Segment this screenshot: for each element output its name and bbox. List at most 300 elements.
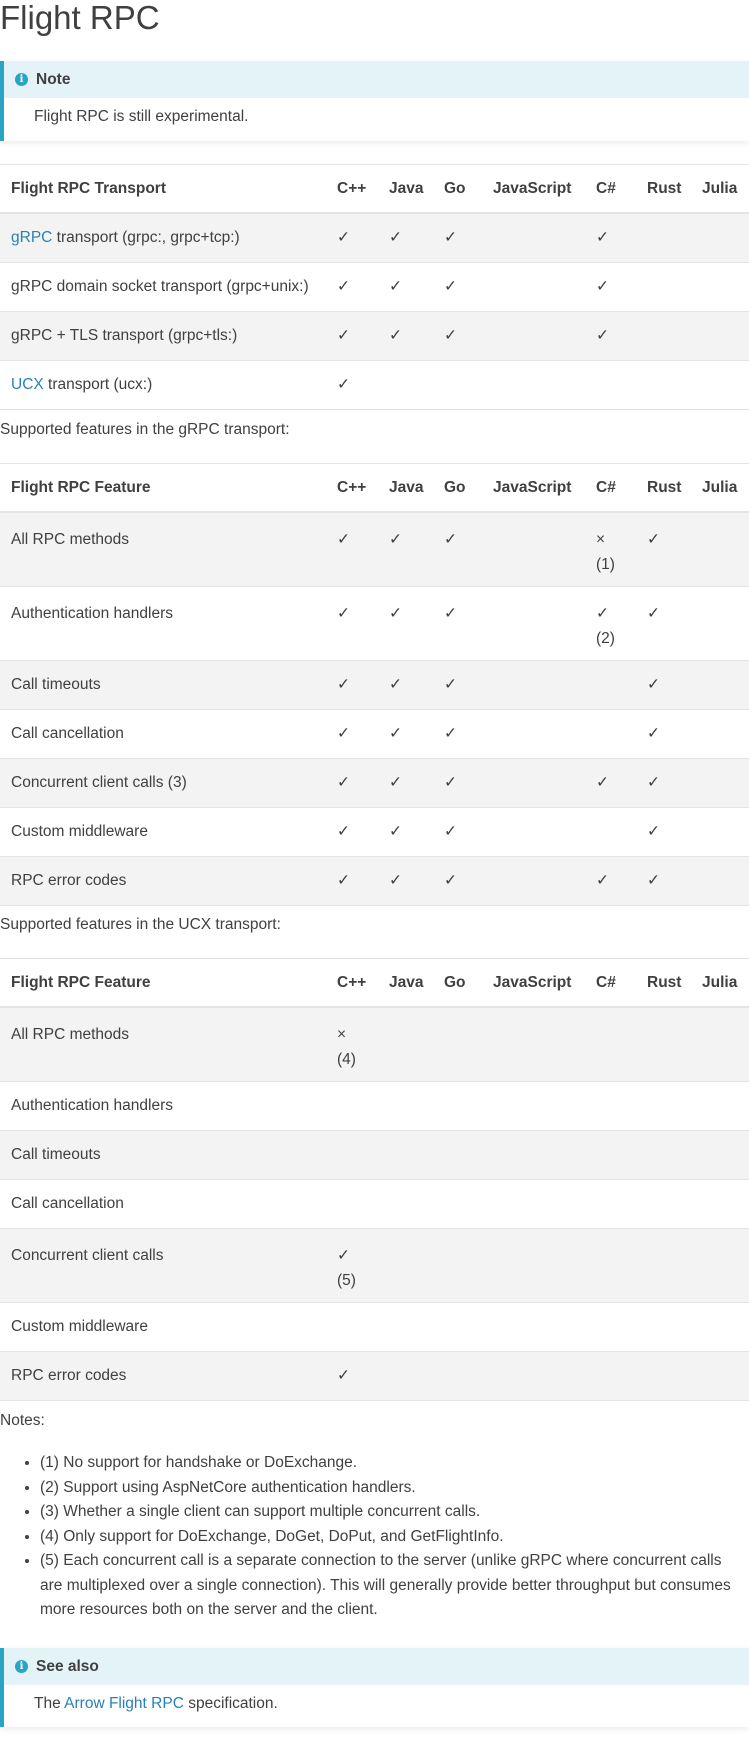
support-cell	[482, 312, 585, 361]
transport-name-cell	[0, 213, 326, 263]
footnote-ref: (5)	[337, 1272, 356, 1289]
support-value	[596, 759, 636, 807]
support-cell	[636, 263, 691, 312]
column-header: Go	[444, 974, 466, 991]
support-mark: ✓	[647, 605, 660, 622]
support-mark: ✓	[596, 774, 609, 791]
support-mark: ✓	[444, 676, 457, 693]
support-cell	[326, 1082, 378, 1131]
support-cell	[378, 1131, 433, 1180]
support-value	[596, 857, 636, 905]
support-mark: ✓	[596, 605, 609, 622]
support-value	[389, 601, 433, 626]
support-cell	[378, 361, 433, 410]
support-mark: ✓	[444, 531, 457, 548]
feature-name-cell	[0, 1007, 326, 1082]
support-mark: ✓	[389, 531, 402, 548]
support-cell	[585, 661, 636, 710]
support-cell	[636, 1303, 691, 1352]
support-cell	[482, 1229, 585, 1303]
support-cell	[482, 1082, 585, 1131]
support-mark: ✓	[337, 531, 350, 548]
info-icon: i	[15, 1660, 28, 1673]
support-cell	[482, 1303, 585, 1352]
column-header: C++	[337, 974, 367, 991]
support-cell	[433, 1131, 482, 1180]
table-row	[0, 587, 749, 661]
support-cell	[636, 1229, 691, 1303]
support-cell	[378, 1007, 433, 1082]
support-cell	[691, 1131, 749, 1180]
support-mark: ✓	[444, 725, 457, 742]
column-header: C++	[337, 479, 367, 496]
support-cell	[585, 857, 636, 906]
support-cell	[585, 710, 636, 759]
support-cell	[482, 1007, 585, 1082]
support-cell: ✓	[389, 278, 402, 295]
support-cell	[691, 213, 749, 263]
support-cell	[585, 512, 636, 587]
support-cell	[326, 1131, 378, 1180]
support-cell	[691, 263, 749, 312]
support-cell	[636, 759, 691, 808]
feature-name: Authentication handlers	[11, 605, 174, 622]
table-row	[0, 361, 749, 410]
support-cell: ✓	[337, 229, 350, 246]
support-value	[444, 808, 482, 856]
support-cell	[691, 759, 749, 808]
see-also-title-bar	[0, 1648, 749, 1685]
support-cell	[585, 1131, 636, 1180]
support-cell	[482, 710, 585, 759]
feature-name: Concurrent client calls (3)	[11, 774, 187, 791]
support-cell	[482, 361, 585, 410]
support-cell	[691, 361, 749, 410]
support-cell	[691, 1229, 749, 1303]
feature-name-cell	[0, 512, 326, 587]
support-mark: ×	[596, 531, 606, 548]
see-also-title: See also	[36, 1658, 99, 1675]
support-cell	[433, 808, 482, 857]
support-value	[389, 710, 433, 758]
table-row	[0, 1352, 749, 1401]
support-cell	[636, 587, 691, 661]
support-cell	[691, 857, 749, 906]
arrow-flight-rpc-link[interactable]: Arrow Flight RPC	[64, 1695, 184, 1712]
support-cell	[326, 1303, 378, 1352]
support-cell	[585, 1007, 636, 1082]
support-cell	[636, 1180, 691, 1229]
table-row	[0, 263, 749, 312]
support-value	[389, 857, 433, 905]
support-cell	[691, 512, 749, 587]
column-header: Go	[444, 180, 466, 197]
ucx-table-body	[0, 1007, 749, 1401]
support-cell	[636, 512, 691, 587]
ucx-features-table	[0, 958, 749, 1401]
support-value	[389, 808, 433, 856]
feature-name-cell	[0, 1082, 326, 1131]
column-header: JavaScript	[493, 974, 572, 991]
support-cell	[378, 710, 433, 759]
support-cell	[326, 512, 378, 587]
table-row	[0, 1082, 749, 1131]
see-also-prefix: The	[34, 1695, 65, 1712]
feature-name-cell	[0, 587, 326, 661]
support-cell	[585, 1229, 636, 1303]
support-cell	[482, 1131, 585, 1180]
support-cell	[585, 1082, 636, 1131]
support-cell	[433, 1303, 482, 1352]
column-header: Java	[389, 974, 424, 991]
support-cell	[433, 759, 482, 808]
grpc-intro: Supported features in the gRPC transport:	[0, 421, 290, 438]
note-text: Flight RPC is still experimental.	[34, 108, 249, 125]
support-cell	[433, 1007, 482, 1082]
support-cell	[636, 661, 691, 710]
column-header: C++	[337, 180, 367, 197]
support-cell	[691, 710, 749, 759]
support-mark: ✓	[596, 872, 609, 889]
support-mark: ✓	[444, 774, 457, 791]
transport-link[interactable]: UCX	[11, 376, 44, 393]
feature-name-cell	[0, 710, 326, 759]
support-mark: ✓	[647, 676, 660, 693]
see-also-body	[0, 1685, 749, 1727]
column-header: Go	[444, 479, 466, 496]
support-cell: ✓	[444, 278, 457, 295]
support-value	[389, 661, 433, 709]
support-mark: ✓	[389, 725, 402, 742]
feature-name-cell	[0, 1229, 326, 1303]
support-mark: ✓	[647, 774, 660, 791]
support-cell	[691, 1007, 749, 1082]
column-header: Julia	[702, 479, 738, 496]
feature-name: Call cancellation	[11, 725, 124, 742]
table-row	[0, 1131, 749, 1180]
support-cell	[326, 759, 378, 808]
support-cell	[585, 1180, 636, 1229]
feature-name: RPC error codes	[11, 872, 127, 889]
feature-name: Concurrent client calls	[11, 1247, 164, 1264]
support-value	[444, 527, 482, 552]
support-cell	[482, 857, 585, 906]
support-cell	[378, 661, 433, 710]
support-cell: ✓	[444, 327, 457, 344]
support-value	[596, 601, 636, 651]
support-value	[647, 808, 691, 856]
support-cell	[433, 661, 482, 710]
transport-table	[0, 164, 749, 410]
transport-name: gRPC domain socket transport (grpc+unix:)	[11, 278, 309, 295]
support-cell	[378, 1303, 433, 1352]
support-cell	[691, 1303, 749, 1352]
transport-name: transport (grpc:, grpc+tcp:)	[52, 229, 240, 246]
support-cell	[636, 312, 691, 361]
support-cell	[636, 857, 691, 906]
support-cell: ✓	[444, 229, 457, 246]
support-cell	[378, 1229, 433, 1303]
support-cell	[585, 587, 636, 661]
table-row	[0, 759, 749, 808]
support-cell	[326, 1352, 378, 1401]
support-cell	[326, 661, 378, 710]
support-cell	[433, 1229, 482, 1303]
column-header: C#	[596, 479, 616, 496]
support-value	[596, 527, 636, 577]
list-item: • (5) Each concurrent call is a separate connection to the server (unlike gRPC where concurrent calls are multiplexed over a single connection). This will generally provide better throughput but consumes more resources both on the server and the client.	[40, 1549, 740, 1623]
support-value	[647, 710, 691, 758]
support-cell	[636, 1007, 691, 1082]
column-header: Julia	[702, 180, 738, 197]
grpc-table-header	[0, 464, 749, 513]
feature-name-cell	[0, 759, 326, 808]
support-cell	[378, 1352, 433, 1401]
support-value	[337, 808, 378, 856]
support-cell	[378, 1082, 433, 1131]
support-value	[444, 661, 482, 709]
feature-name: Custom middleware	[11, 1318, 148, 1335]
column-header: Rust	[647, 974, 682, 991]
support-cell	[433, 1180, 482, 1229]
support-cell	[691, 1352, 749, 1401]
column-header: Rust	[647, 180, 682, 197]
support-value	[337, 1352, 378, 1400]
table-row	[0, 661, 749, 710]
info-icon: i	[15, 73, 28, 86]
support-value	[444, 857, 482, 905]
feature-name-cell	[0, 661, 326, 710]
transport-name-cell	[0, 361, 326, 410]
column-header: JavaScript	[493, 180, 572, 197]
support-mark: ×	[337, 1026, 347, 1043]
support-value	[647, 601, 691, 626]
support-value	[337, 1022, 378, 1072]
support-mark: ✓	[389, 774, 402, 791]
table-row	[0, 312, 749, 361]
support-value	[337, 661, 378, 709]
support-cell	[636, 808, 691, 857]
feature-name: Call timeouts	[11, 676, 101, 693]
feature-name-cell	[0, 1131, 326, 1180]
support-cell	[326, 1229, 378, 1303]
feature-name: Call cancellation	[11, 1195, 124, 1212]
note-title-bar	[0, 61, 749, 98]
support-cell	[636, 1082, 691, 1131]
support-cell	[326, 1180, 378, 1229]
support-cell: ✓	[337, 278, 350, 295]
support-cell	[585, 759, 636, 808]
support-cell	[433, 512, 482, 587]
support-mark: ✓	[389, 676, 402, 693]
transport-table-body	[0, 213, 749, 410]
feature-name-cell	[0, 857, 326, 906]
grpc-table-body	[0, 512, 749, 906]
support-cell	[433, 1082, 482, 1131]
support-cell	[326, 710, 378, 759]
support-mark: ✓	[444, 605, 457, 622]
feature-name-cell	[0, 808, 326, 857]
ucx-intro: Supported features in the UCX transport:	[0, 916, 281, 933]
support-mark: ✓	[647, 725, 660, 742]
feature-name: All RPC methods	[11, 1026, 130, 1043]
support-value	[444, 759, 482, 807]
support-value	[444, 601, 482, 626]
transport-name: transport (ucx:)	[43, 376, 153, 393]
support-cell: ✓	[596, 327, 609, 344]
support-mark: ✓	[337, 774, 350, 791]
support-mark: ✓	[337, 823, 350, 840]
support-cell	[482, 512, 585, 587]
support-cell	[326, 1007, 378, 1082]
support-cell	[585, 1303, 636, 1352]
support-mark: ✓	[647, 823, 660, 840]
support-cell	[433, 361, 482, 410]
list-item: • (3) Whether a single client can support multiple concurrent calls.	[40, 1500, 740, 1525]
support-cell	[482, 1180, 585, 1229]
column-header: Julia	[702, 974, 738, 991]
support-mark: ✓	[444, 872, 457, 889]
support-cell	[691, 1180, 749, 1229]
ucx-table-header	[0, 959, 749, 1008]
transport-link[interactable]: gRPC	[11, 229, 53, 246]
support-cell	[482, 1352, 585, 1401]
support-mark: ✓	[389, 872, 402, 889]
transport-header-label: Flight RPC Transport	[11, 180, 166, 197]
support-cell	[691, 587, 749, 661]
support-mark: ✓	[389, 823, 402, 840]
transport-name-cell	[0, 312, 326, 361]
support-cell	[585, 808, 636, 857]
support-cell: ✓	[337, 327, 350, 344]
support-cell	[585, 1352, 636, 1401]
support-cell	[691, 312, 749, 361]
table-row	[0, 857, 749, 906]
support-value	[647, 759, 691, 807]
support-cell	[482, 759, 585, 808]
column-header: C#	[596, 180, 616, 197]
support-value	[337, 710, 378, 758]
table-row	[0, 1229, 749, 1303]
footnote-ref: (1)	[596, 556, 615, 573]
note-body	[0, 98, 749, 141]
support-cell	[433, 710, 482, 759]
support-cell: ✓	[596, 229, 609, 246]
feature-name: All RPC methods	[11, 531, 130, 548]
column-header: Java	[389, 180, 424, 197]
support-value	[389, 527, 433, 552]
support-value	[647, 527, 691, 552]
notes-list	[0, 1451, 740, 1623]
page-title: Flight RPC	[0, 0, 160, 36]
support-cell	[326, 587, 378, 661]
support-cell	[378, 808, 433, 857]
support-cell	[636, 1352, 691, 1401]
list-item: • (2) Support using AspNetCore authentication handlers.	[40, 1476, 740, 1501]
support-mark: ✓	[389, 605, 402, 622]
feature-name-cell	[0, 1303, 326, 1352]
support-cell	[378, 1180, 433, 1229]
note-title: Note	[36, 71, 71, 88]
support-cell	[636, 361, 691, 410]
support-value	[647, 857, 691, 905]
notes-label: Notes:	[0, 1412, 45, 1429]
support-mark: ✓	[647, 872, 660, 889]
feature-name: RPC error codes	[11, 1367, 127, 1384]
table-row	[0, 808, 749, 857]
support-mark: ✓	[444, 823, 457, 840]
support-value	[337, 857, 378, 905]
table-row	[0, 213, 749, 263]
see-also-admonition	[0, 1648, 749, 1727]
support-mark: ✓	[647, 531, 660, 548]
support-value	[337, 1243, 378, 1293]
support-mark: ✓	[337, 1247, 350, 1264]
grpc-header-label: Flight RPC Feature	[11, 479, 151, 496]
support-mark: ✓	[337, 1367, 350, 1384]
support-cell	[636, 1131, 691, 1180]
feature-name-cell	[0, 1352, 326, 1401]
support-value	[337, 759, 378, 807]
support-cell	[378, 759, 433, 808]
support-cell	[433, 857, 482, 906]
transport-table-header	[0, 165, 749, 214]
table-row	[0, 1303, 749, 1352]
support-value	[337, 601, 378, 626]
support-cell	[636, 710, 691, 759]
feature-name: Authentication handlers	[11, 1097, 174, 1114]
support-mark: ✓	[337, 725, 350, 742]
support-cell	[691, 661, 749, 710]
support-cell: ✓	[337, 376, 350, 393]
footnote-ref: (4)	[337, 1051, 356, 1068]
note-admonition	[0, 61, 749, 141]
support-cell	[482, 808, 585, 857]
support-cell	[326, 808, 378, 857]
support-cell	[433, 1352, 482, 1401]
support-cell	[378, 512, 433, 587]
support-mark: ✓	[337, 605, 350, 622]
feature-name: Call timeouts	[11, 1146, 101, 1163]
column-header: Rust	[647, 479, 682, 496]
support-cell	[691, 808, 749, 857]
table-row	[0, 512, 749, 587]
support-cell: ✓	[596, 278, 609, 295]
support-cell	[326, 857, 378, 906]
table-row	[0, 1007, 749, 1082]
column-header: JavaScript	[493, 479, 572, 496]
list-item: • (1) No support for handshake or DoExchange.	[40, 1451, 740, 1476]
support-cell	[691, 1082, 749, 1131]
feature-name-cell	[0, 1180, 326, 1229]
support-value	[337, 527, 378, 552]
table-row	[0, 710, 749, 759]
support-cell	[482, 661, 585, 710]
column-header: Java	[389, 479, 424, 496]
grpc-features-table	[0, 463, 749, 906]
footnote-ref: (2)	[596, 630, 615, 647]
support-cell	[378, 857, 433, 906]
support-mark: ✓	[337, 676, 350, 693]
support-cell	[585, 361, 636, 410]
support-cell: ✓	[389, 327, 402, 344]
support-cell	[482, 263, 585, 312]
list-item: • (4) Only support for DoExchange, DoGet, DoPut, and GetFlightInfo.	[40, 1525, 740, 1550]
support-cell	[482, 213, 585, 263]
support-value	[389, 759, 433, 807]
table-row	[0, 1180, 749, 1229]
feature-name: Custom middleware	[11, 823, 148, 840]
